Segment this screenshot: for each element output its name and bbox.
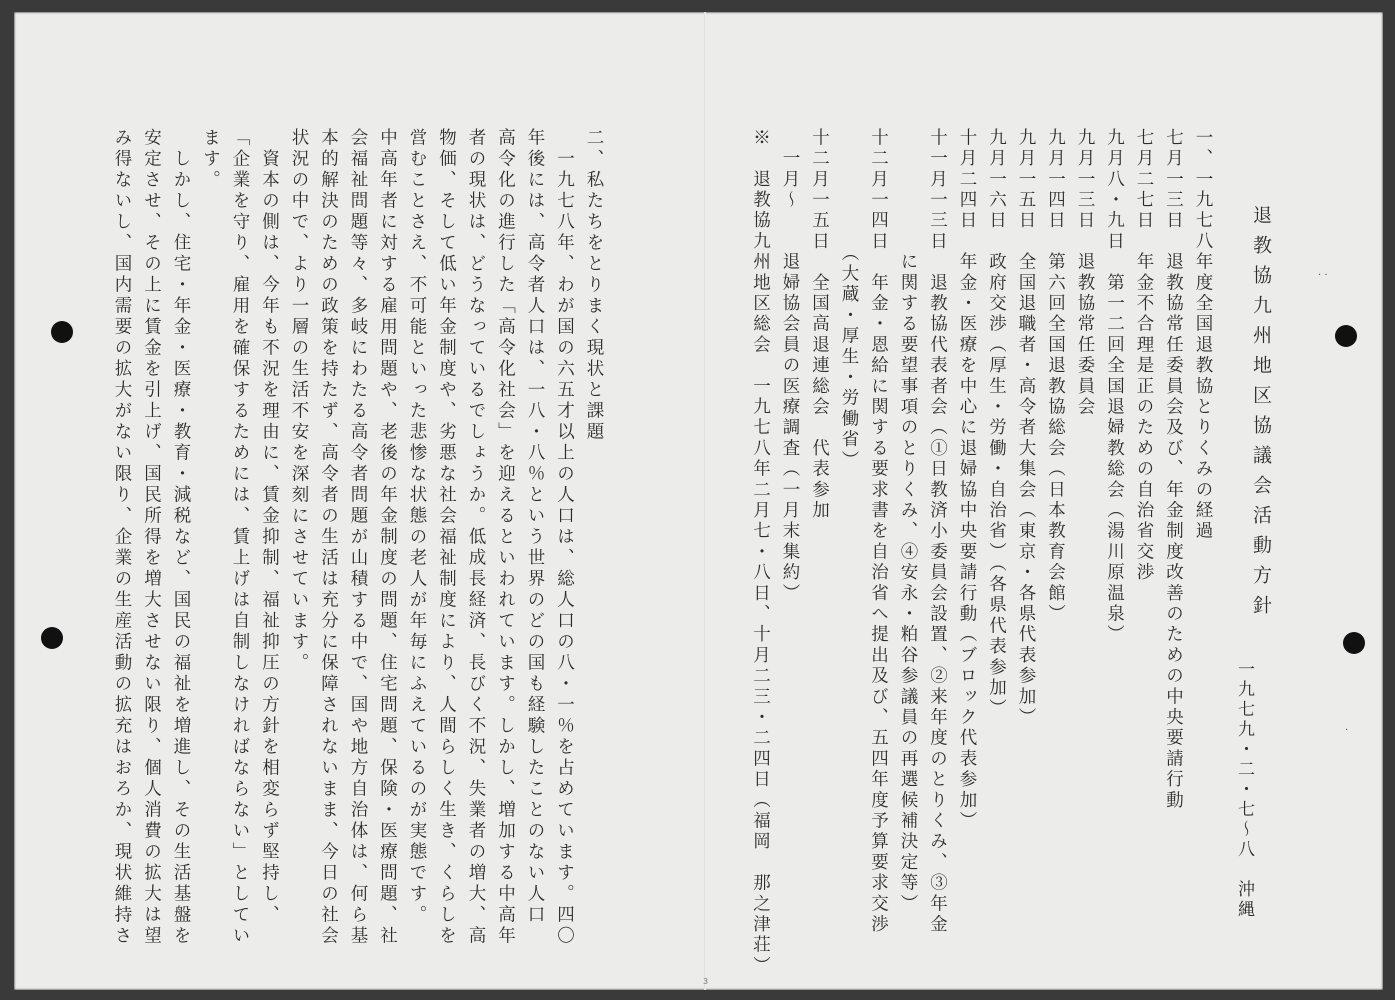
left-page-line: 会福祉問題等々、多岐にわたる高令者問題が山積する中で、国や地方自治体は、何ら基 [348,128,368,947]
left-page-line: 高令化の進行した「高令化社会」を迎えるといわれています。しかし、増加する中高年 [495,128,516,947]
right-page-line: 九月一三日 退教協常任委員会 [1075,128,1095,418]
right-page-line: ※ 退教協九州地区総会 一九七八年二月七・八日、十月二三・二四日（福岡 那之津荘） [750,128,771,977]
page-fold [703,12,709,990]
right-page-line: 九月一五日 全国退職者・高令者大集会（東京・各県代表参加） [1016,128,1036,729]
right-page-line: 一、一九七八年度全国退教協とりくみの経過 [1193,128,1213,542]
right-page-body [723,128,1217,977]
left-page-line: 営むことさえ、不可能といった悲惨な状態の老人が年毎にふえているのが実態です。 [407,128,427,926]
left-page-line: み得ないし、国内需要の拡大がない限り、企業の生産活動の拡充はおろか、現状維持さ [112,128,132,947]
right-page-line: に関する要望事項のとりくみ、④安永・粕谷参議員の再選候補決定等） [898,128,918,915]
left-page-line: 二、私たちをとりまく現状と課題 [584,128,604,443]
margin-specks: · · [1318,270,1328,281]
right-bottom-punch-hole [1343,632,1365,654]
right-page-line: 九月一六日 政府交渉（厚生・労働・自治省）（各県代表参加） [986,128,1007,720]
left-page-line: 中高年者に対する雇用問題や、老後の年金制度の問題、住宅問題、保険・医療問題、社 [377,128,398,947]
left-page-line: 状況の中で、より一層の生活不安を深刻にさせています。 [289,128,309,674]
right-page-line: 七月一三日 退教協常任委員会及び、年金制度改善のための中央要請行動 [1163,128,1184,812]
left-page-line: しかし、住宅・年金・医療・教育・減税など、国民の福祉を増進し、その生活基盤を [171,128,191,947]
left-bottom-punch-hole [41,627,63,649]
left-page-line: 者の現状は、どうなっているでしょうか。低成長経済、長びく不況、失業者の増大、高 [466,128,486,947]
right-page-line: 十二月一四日 年金・恩給に関する要求書を自治省へ提出及び、五四年度予算要求交渉 [868,128,889,936]
right-page-line: 十一月一三日 退教協代表者会（①日教済小委員会設置、②来年度のとりくみ、③年金 [927,128,948,936]
right-page-line: 九月一四日 第六回全国退教協総会（日本教育会館） [1045,128,1066,625]
right-page-line: 九月八・九日 第一二回全国退婦教総会（湯川原温泉） [1104,128,1125,646]
right-top-punch-hole [1335,325,1357,347]
left-page-line: 「企業を守り、雇用を確保するためには、賃上げは自制しなければならない」としてい [230,128,250,947]
left-top-punch-hole [51,321,73,343]
document-title: 退教協九州地区協議会活動方針 [1250,205,1272,625]
margin-specks: · [1345,725,1349,736]
left-page-line: 資本の側は、今年も不況を理由に、賃金抑制、福祉抑圧の方針を相変らず堅持し、 [259,128,280,926]
left-page-line: 年後には、高令者人口は、一八・八％という世界のどの国も経験したことのない人口 [525,128,545,926]
right-page-line: 一月〜 退婦協会員の医療調査（一月末集約） [780,128,800,605]
right-page-line: 七月二七日 年金不合理是正のための自治省交渉 [1134,128,1154,584]
left-page-body [112,128,608,947]
right-page-line: 十二月一五日 全国高退連総会 代表参加 [809,128,830,522]
right-page-line: 十月二四日 年金・医療を中心に退婦協中央要請行動（ブロック代表参加） [957,128,977,832]
left-page-line: 一九七八年、わが国の六五才以上の人口は、総人口の八・一％を占めています。四〇 [554,128,575,947]
left-page-line: 物価、そして低い年金制度や、劣悪な社会福祉制度により、人間らしく生き、くらしを [436,128,457,947]
document-date-place: 一九七九・二・七〜八 沖縄 [1234,660,1254,920]
right-page-line: （大蔵・厚生・労働省） [839,128,859,472]
left-page-line: 本的解決のための政策を持たず、高令者の生活は充分に保障されないまま、今日の社会 [318,128,339,947]
page-number: 3 [703,977,709,986]
left-page-line: 安定させ、その上に賃金を引上げ、国民所得を増大させない限り、個人消費の拡大は望 [141,128,162,947]
left-page-line: ます。 [200,128,221,191]
